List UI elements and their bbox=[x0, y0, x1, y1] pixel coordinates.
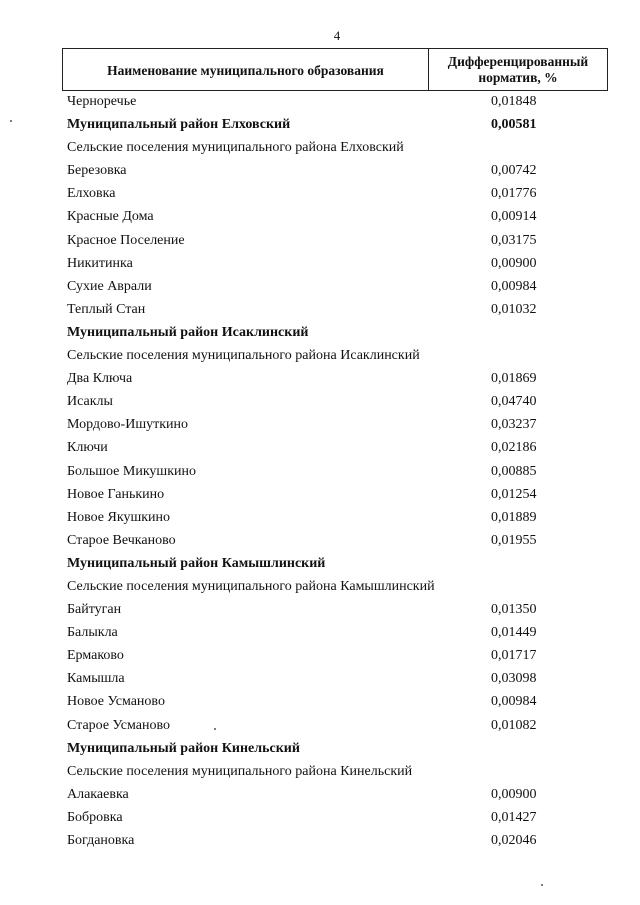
normative-value: 0,00984 bbox=[491, 278, 537, 294]
municipality-name: Камышла bbox=[67, 671, 125, 687]
municipality-name: Большое Микушкино bbox=[67, 463, 197, 479]
municipality-name: Сельские поселения муниципального района Елховский bbox=[67, 140, 404, 156]
municipality-name: Два Ключа bbox=[67, 371, 133, 387]
table-row bbox=[0, 716, 640, 739]
normative-value: 0,01032 bbox=[491, 301, 537, 317]
municipality-name: Старое Усманово bbox=[67, 717, 170, 733]
table-row bbox=[0, 531, 640, 554]
normative-value: 0,02046 bbox=[491, 833, 537, 848]
scan-speck bbox=[541, 884, 543, 886]
table-row bbox=[0, 184, 640, 207]
scan-speck bbox=[10, 120, 12, 122]
municipality-name: Мордово-Ишуткино bbox=[67, 417, 189, 433]
table-row bbox=[0, 669, 640, 692]
normative-value: 0,03175 bbox=[491, 232, 537, 248]
table-row bbox=[0, 438, 640, 461]
column-header-value-line1: Дифференцированный bbox=[447, 53, 589, 69]
table-row bbox=[0, 392, 640, 415]
municipality-name: Сельские поселения муниципального района Кинельский bbox=[67, 763, 413, 779]
municipality-name: Сухие Аврали bbox=[67, 278, 152, 294]
normative-value: 0,04740 bbox=[491, 394, 537, 410]
normative-value: 0,01776 bbox=[491, 186, 537, 202]
municipality-name: Байтуган bbox=[67, 602, 122, 618]
normative-value: 0,01427 bbox=[491, 809, 537, 825]
municipality-name: Березовка bbox=[67, 163, 127, 179]
municipality-name: Алакаевка bbox=[67, 786, 129, 802]
table-row bbox=[0, 231, 640, 254]
column-header-name: Наименование муниципального образования bbox=[63, 49, 429, 90]
table-row bbox=[0, 92, 640, 115]
municipality-name: Теплый Стан bbox=[67, 301, 146, 317]
municipality-name: Муниципальный район Камышлинский bbox=[67, 555, 326, 571]
table-row bbox=[0, 646, 640, 669]
municipality-name: Исаклы bbox=[67, 394, 113, 410]
table-row bbox=[0, 808, 640, 831]
normative-value: 0,00984 bbox=[491, 694, 537, 710]
district-row bbox=[0, 115, 640, 138]
table-row bbox=[0, 623, 640, 646]
municipality-name: Балыкла bbox=[67, 625, 118, 641]
table-row bbox=[0, 415, 640, 438]
normative-value: 0,01717 bbox=[491, 648, 537, 664]
district-row bbox=[0, 323, 640, 346]
table-body bbox=[0, 92, 640, 854]
normative-value: 0,01449 bbox=[491, 625, 537, 641]
normative-value: 0,01350 bbox=[491, 602, 537, 618]
municipality-name: Бобровка bbox=[67, 809, 123, 825]
table-row bbox=[0, 277, 640, 300]
municipality-name: Муниципальный район Кинельский bbox=[67, 740, 300, 756]
normative-value: 0,00900 bbox=[491, 786, 537, 802]
column-header-value-line2: норматив, % bbox=[478, 69, 558, 85]
table-row bbox=[0, 692, 640, 715]
scan-speck bbox=[214, 728, 216, 730]
table-row bbox=[0, 600, 640, 623]
table-row bbox=[0, 462, 640, 485]
table-row bbox=[0, 300, 640, 323]
municipality-name: Богдановка bbox=[67, 833, 135, 848]
normative-value: 0,00914 bbox=[491, 209, 537, 225]
table-row bbox=[0, 508, 640, 531]
normative-value: 0,01869 bbox=[491, 371, 537, 387]
table-row bbox=[0, 161, 640, 184]
normative-value: 0,01955 bbox=[491, 532, 537, 548]
table-row bbox=[0, 485, 640, 508]
district-row bbox=[0, 554, 640, 577]
municipality-name: Черноречье bbox=[67, 94, 137, 109]
municipality-name: Муниципальный район Елховский bbox=[67, 117, 291, 133]
normative-value: 0,00742 bbox=[491, 163, 537, 179]
normative-value: 0,03237 bbox=[491, 417, 537, 433]
table-row bbox=[0, 369, 640, 392]
municipality-name: Сельские поселения муниципального района Исаклинский bbox=[67, 348, 420, 364]
municipality-name: Новое Ганькино bbox=[67, 486, 165, 502]
table-row bbox=[0, 762, 640, 785]
municipality-name: Ермаково bbox=[67, 648, 124, 664]
column-header-value bbox=[429, 49, 607, 90]
normative-value: 0,02186 bbox=[491, 440, 537, 456]
normative-value: 0,03098 bbox=[491, 671, 537, 687]
municipality-name: Муниципальный район Исаклинский bbox=[67, 324, 309, 340]
table-header bbox=[62, 48, 608, 91]
table-row bbox=[0, 785, 640, 808]
municipality-name: Старое Вечканово bbox=[67, 532, 176, 548]
table-row bbox=[0, 138, 640, 161]
normative-value: 0,00900 bbox=[491, 255, 537, 271]
municipality-name: Никитинка bbox=[67, 255, 133, 271]
municipality-name: Сельские поселения муниципального района Камышлинский bbox=[67, 578, 435, 594]
normative-value: 0,01082 bbox=[491, 717, 537, 733]
normative-value: 0,01848 bbox=[491, 94, 537, 109]
table-row bbox=[0, 207, 640, 230]
table-row bbox=[0, 254, 640, 277]
municipality-name: Ключи bbox=[67, 440, 108, 456]
normative-value: 0,00581 bbox=[491, 117, 537, 133]
normative-value: 0,00885 bbox=[491, 463, 537, 479]
municipality-name: Красные Дома bbox=[67, 209, 154, 225]
normative-value: 0,01889 bbox=[491, 509, 537, 525]
municipality-name: Красное Поселение bbox=[67, 232, 185, 248]
page-number: 4 bbox=[333, 28, 341, 43]
table-row bbox=[0, 346, 640, 369]
table-row bbox=[0, 577, 640, 600]
district-row bbox=[0, 739, 640, 762]
municipality-name: Елховка bbox=[67, 186, 116, 202]
normative-value: 0,01254 bbox=[491, 486, 537, 502]
municipality-name: Новое Усманово bbox=[67, 694, 165, 710]
table-row bbox=[0, 831, 640, 854]
municipality-name: Новое Якушкино bbox=[67, 509, 171, 525]
